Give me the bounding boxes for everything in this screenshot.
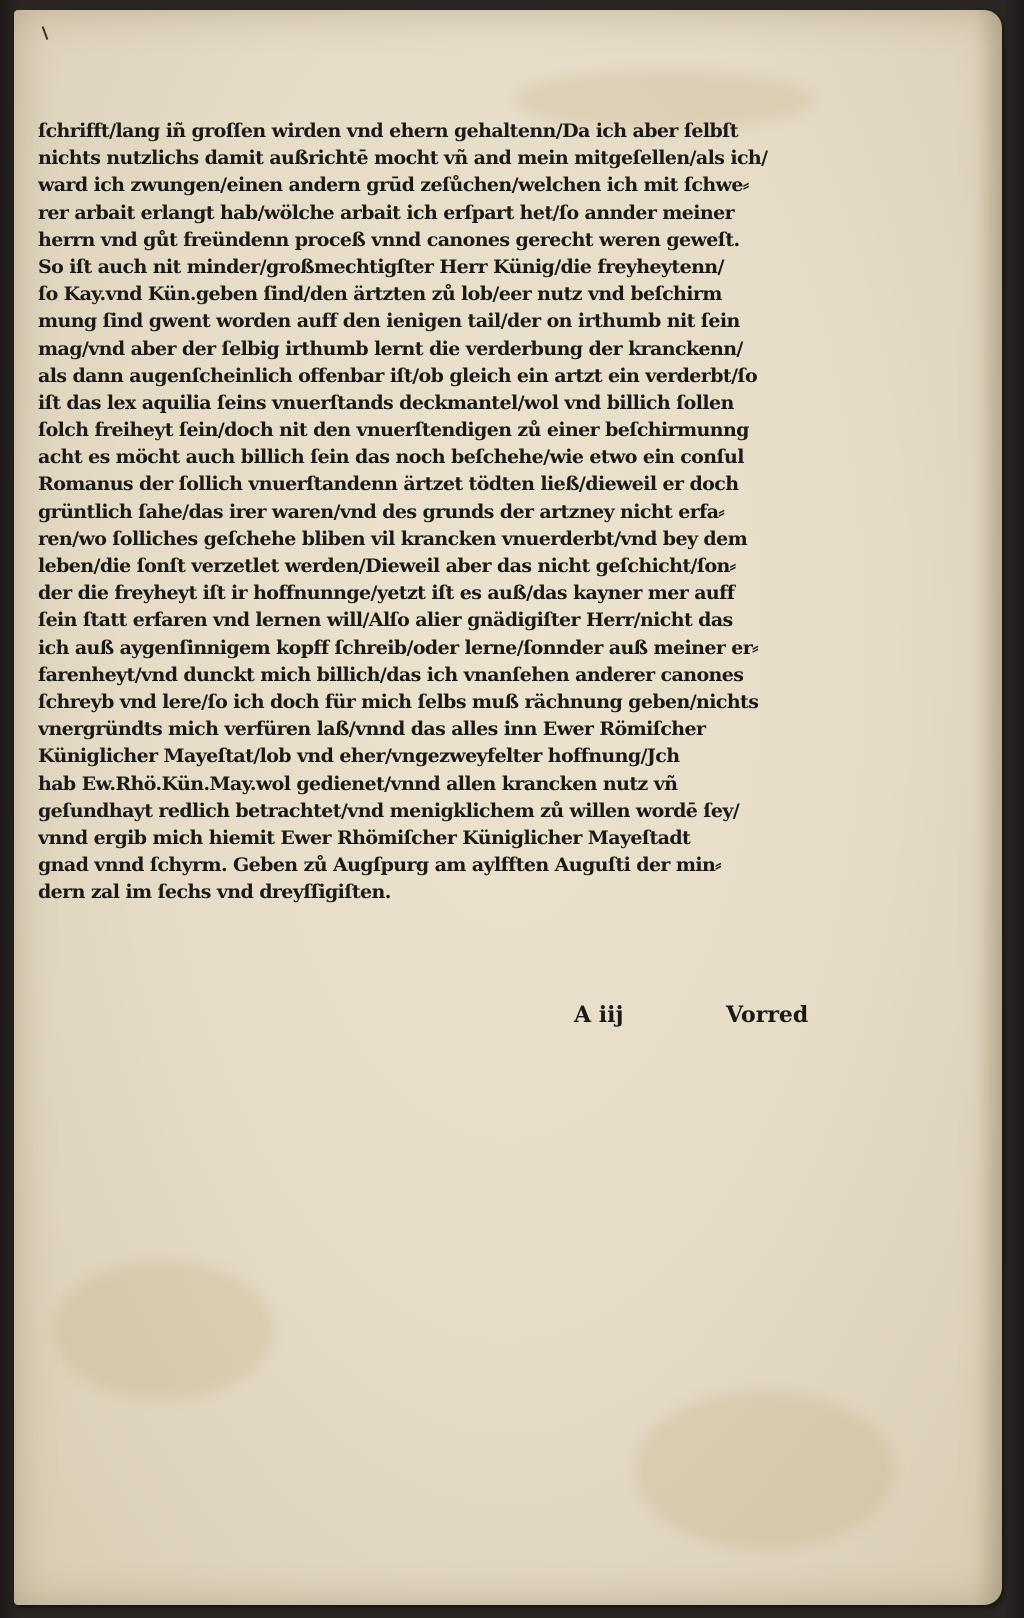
text-line: als dann augenſcheinlich offenbar iſt/ob gleich ein artzt ein verderbt/ſo: [38, 364, 758, 387]
text-line: ich auß aygenſinnigem kopff ſchreib/oder lerne/ſonnder auß meiner er⸗: [38, 636, 758, 659]
text-line: leben/die ſonſt verzetlet werden/Dieweil aber das nicht geſchicht/ſon⸗: [38, 555, 736, 577]
paper-stain: [54, 1260, 274, 1400]
text-line: nichts nutzlichs damit außrichtē mocht vñ and mein mitgeſellen/als ich/: [38, 147, 768, 170]
text-line: hab Ew.Rhö.Kün.May.wol gedienet/vnnd allen krancken nutz vñ: [38, 772, 678, 795]
text-line: So iſt auch nit minder/großmechtigſter Herr Künig/die freyheytenn/: [38, 255, 724, 278]
text-line: ren/wo ſolliches geſchehe bliben vil krancken vnuerderbt/vnd bey dem: [38, 527, 748, 550]
signature-mark: A iij: [574, 1002, 624, 1028]
text-line: grüntlich ſahe/das irer waren/vnd des grunds der artzney nicht erfa⸗: [38, 500, 725, 523]
text-line: Küniglicher Mayeſtat/lob vnd eher/vngezweyfelter hoffnung/Jch: [38, 745, 680, 768]
page-footer: [574, 1002, 844, 1032]
text-line: gnad vnnd ſchyrm. Geben zů Augſpurg am aylfften Auguſti der min⸗: [38, 854, 721, 877]
text-line: mung ſind gwent worden auff den ienigen tail/der on irthumb nit ſein: [38, 310, 740, 333]
text-line: geſundhayt redlich betrachtet/vnd menigklichem zů willen wordē ſey/: [38, 799, 740, 822]
text-line: vnnd ergib mich hiemit Ewer Rhömiſcher Küniglicher Mayeſtadt: [38, 826, 691, 849]
text-line: rer arbait erlangt hab/wölche arbait ich erſpart het/ſo annder meiner: [38, 201, 735, 224]
text-line: vnergründts mich verfüren laß/vnnd das alles inn Ewer Römiſcher: [38, 718, 706, 741]
text-line: dern zal im ſechs vnd dreyſſigiſten.: [38, 881, 391, 904]
text-line: ſein ſtatt erfaren vnd lernen will/Alſo alier gnädigiſter Herr/nicht das: [38, 609, 733, 632]
page-edge-shading: [976, 10, 1002, 1605]
margin-mark: [42, 26, 49, 40]
paper-stain: [634, 1390, 894, 1550]
text-line: herrn vnd gůt freündenn proceß vnnd canones gerecht weren geweſt.: [38, 228, 740, 251]
text-line: mag/vnd aber der ſelbig irthumb lernt die verderbung der kranckenn/: [38, 337, 743, 360]
text-line: der die freyheyt iſt ir hoffnunnge/yetzt iſt es auß/das kayner mer auff: [38, 582, 735, 605]
text-line: iſt das lex aquilia ſeins vnuerſtands deckmantel/wol vnd billich ſollen: [38, 391, 734, 414]
book-page: [14, 10, 1002, 1605]
text-line: acht es möcht auch billich ſein das noch beſchehe/wie etwo ein conſul: [38, 446, 744, 469]
text-line: ſchreyb vnd lere/ſo ich doch für mich ſelbs muß rächnung geben/nichts: [38, 690, 759, 713]
text-line: ſo Kay.vnd Kün.geben ſind/den ärtzten zů lob/eer nutz vnd beſchirm: [38, 283, 722, 306]
text-line: ſchrifft/lang iñ groſſen wirden vnd ehern gehaltenn/Da ich aber ſelbſt: [38, 120, 738, 142]
text-line: ward ich zwungen/einen andern grūd zeſůchen/welchen ich mit ſchwe⸗: [38, 174, 749, 197]
text-line: ſolch freiheyt ſein/doch nit den vnuerſtendigen zů einer beſchirmunng: [38, 419, 749, 442]
catchword: Vorred: [726, 1002, 809, 1028]
body-text: [38, 118, 828, 906]
text-line: farenheyt/vnd dunckt mich billich/das ich vnanſehen anderer canones: [38, 663, 744, 686]
text-line: Romanus der ſollich vnuerſtandenn ärtzet tödten ließ/dieweil er doch: [38, 473, 739, 496]
